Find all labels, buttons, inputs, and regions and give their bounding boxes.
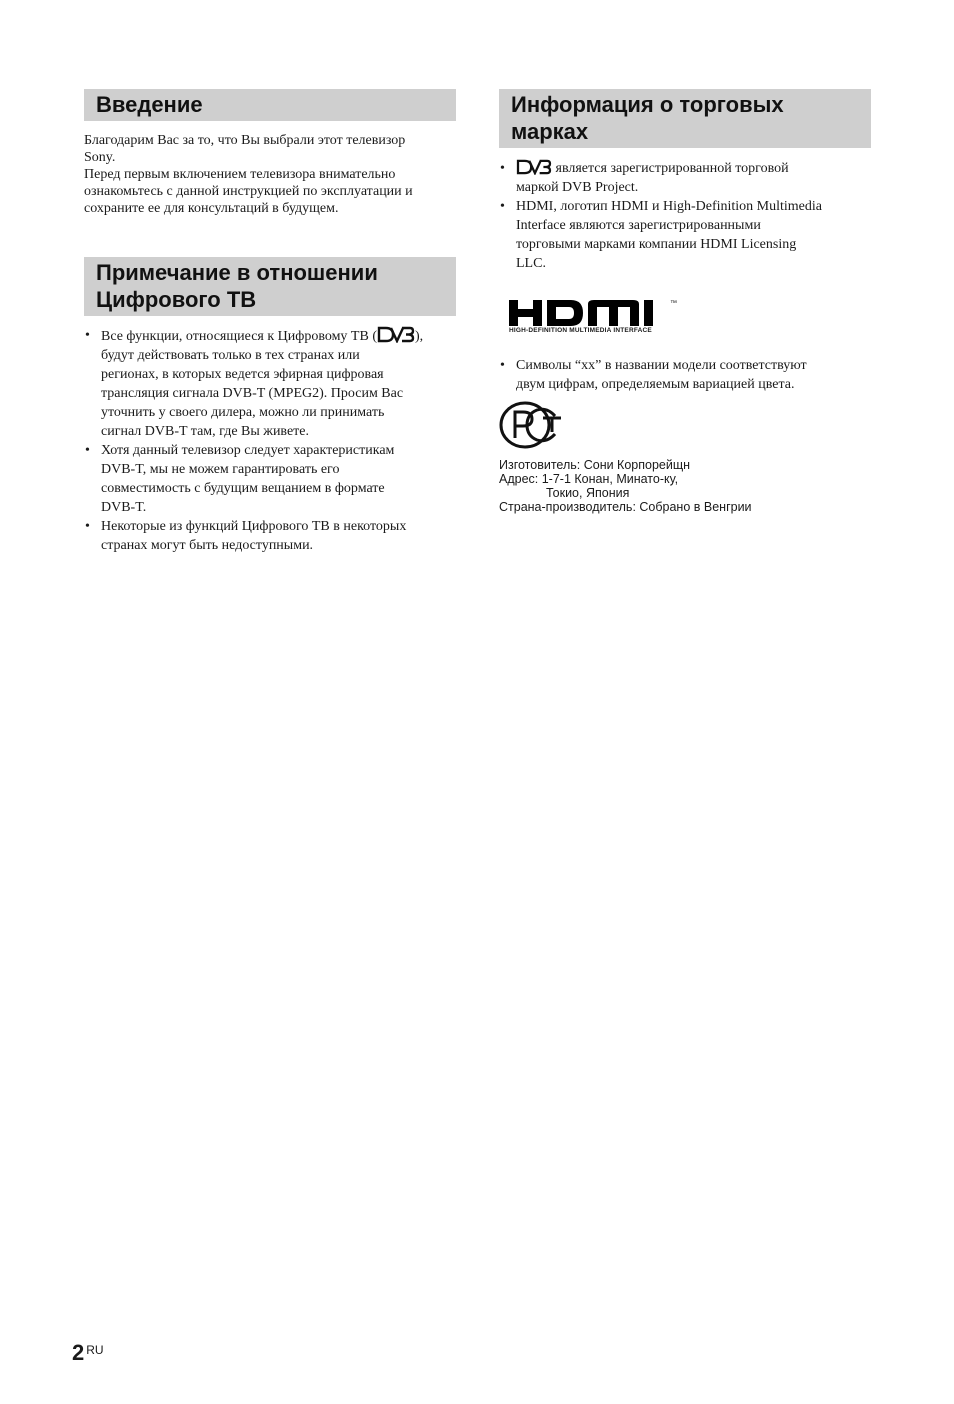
hdmi-logo	[509, 300, 699, 334]
list-item: • HDMI, логотип HDMI и High-Definition Multimedia Interface являются зарегистрированными торговыми марками компании HDMI Licensing LLC.	[500, 199, 822, 271]
hdmi-tagline: HIGH-DEFINITION MULTIMEDIA INTERFACE	[509, 327, 652, 334]
digital-tv-heading: Примечание в отношении Цифрового ТВ	[84, 257, 456, 316]
trademark-notes	[499, 159, 871, 273]
model-notes	[499, 356, 871, 394]
page-number: 2 $^{RU}$	[72, 1340, 104, 1365]
list-item: • Символы “xx” в названии модели соответствуют двум цифрам, определяемым вариацией цвета.	[500, 358, 807, 392]
hdmi-logo-icon	[509, 300, 669, 326]
left-column	[84, 89, 456, 555]
trademark-symbol: ™	[670, 300, 677, 307]
intro-heading: Введение	[84, 89, 456, 121]
right-column	[499, 89, 871, 514]
dvb-logo-icon	[377, 326, 415, 343]
list-item: • Хотя данный телевизор следует характеристикам DVB-T, мы не можем гарантировать его совместимость с будущим вещанием в формате DVB-T.	[85, 443, 395, 515]
pct-certification-icon	[499, 400, 563, 450]
trademarks-heading: Информация о торговых марках	[499, 89, 871, 148]
list-item: • является зарегистрированной торговой маркой DVB Project.	[500, 161, 789, 195]
list-item: • Некоторые из функций Цифрового ТВ в некоторых странах могут быть недоступными.	[85, 519, 407, 553]
list-item: • Все функции, относящиеся к Цифровому ТВ ( ), будут действовать только в тех странах или регионах, в которых ведется эфирная цифровая трансляция сигнала DVB-T (MPEG2). Просим Вас уточнить у своего дилера, можно ли принимать сигнал DVB-T там, где Вы живете.	[85, 328, 424, 439]
dvb-logo-icon	[516, 159, 552, 175]
digital-tv-notes	[84, 326, 456, 555]
intro-text: Благодарим Вас за то, что Вы выбрали этот телевизор Sony. Перед первым включением телевизора внимательно ознакомьтесь с данной инструкцией по эксплуатации и сохраните ее для консультаций в будущем.	[84, 133, 413, 216]
manufacturer-info: Изготовитель: Сони Корпорейщн Адрес: 1-7-1 Конан, Минато-ку, Токио, Япония Страна-производитель: Собрано в Венгрии	[499, 458, 752, 514]
